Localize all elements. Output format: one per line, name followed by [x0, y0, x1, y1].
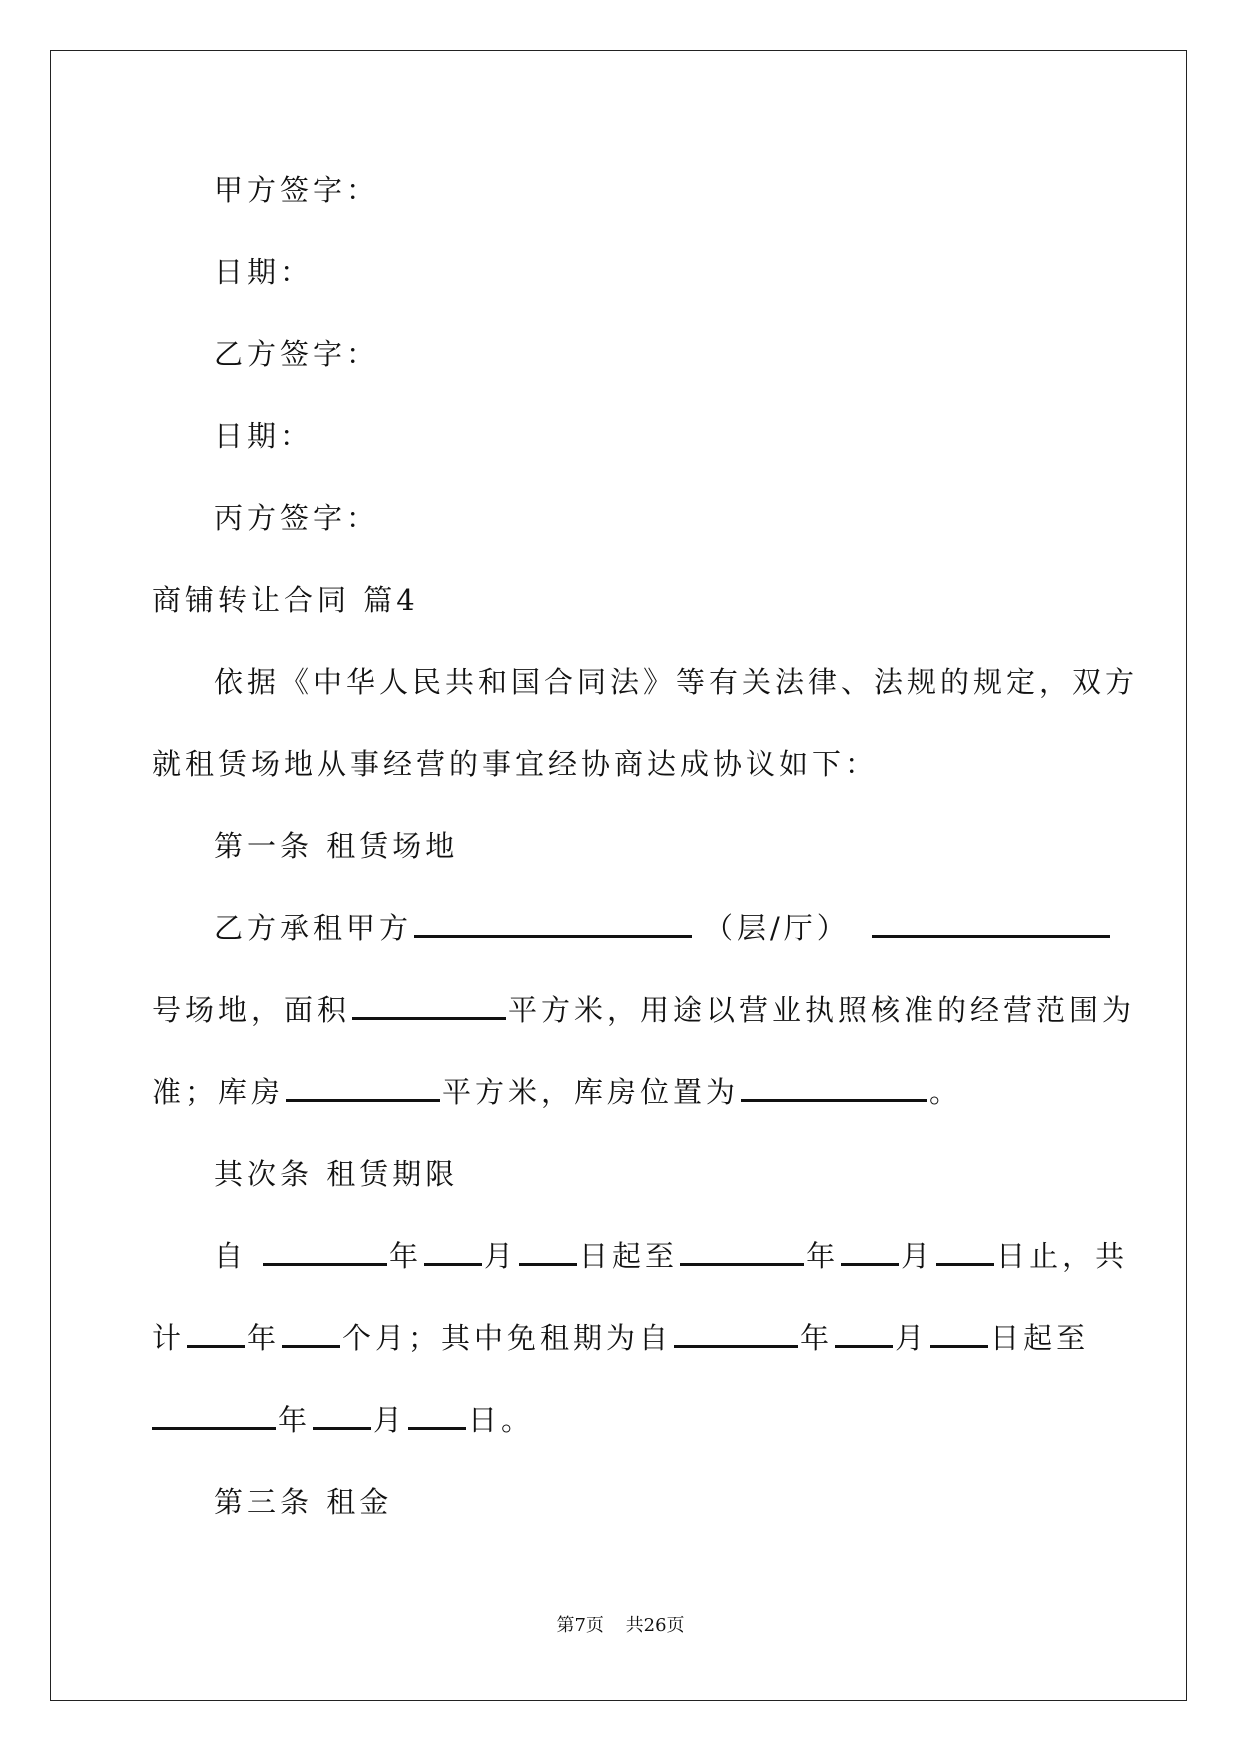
- article-2-text: 个月；其中免租期为自: [342, 1321, 673, 1355]
- fill-blank-site-number[interactable]: [872, 935, 1110, 938]
- article-1-text: （层/厅）: [704, 911, 850, 945]
- article-2-text: 日起至: [990, 1321, 1090, 1355]
- article-2-heading: 其次条 租赁期限: [214, 1157, 459, 1191]
- article-2-text: 月: [484, 1239, 518, 1273]
- page-footer: [0, 1617, 1241, 1635]
- article-1-heading: 第一条 租赁场地: [214, 829, 459, 863]
- intro-line-1: 依据《中华人民共和国合同法》等有关法律、法规的规定，双方: [214, 665, 1139, 699]
- article-2-text: 计: [152, 1321, 186, 1355]
- article-1-text: 乙方承租甲方: [214, 911, 413, 945]
- total-pages: 共26页: [625, 1615, 685, 1636]
- fill-blank-free-start-year[interactable]: [674, 1345, 798, 1348]
- article-1-text: 准；库房: [152, 1075, 285, 1109]
- article-2-text: 月: [895, 1321, 929, 1355]
- fill-blank-free-end-year[interactable]: [152, 1427, 276, 1430]
- fill-blank-end-year[interactable]: [680, 1263, 804, 1266]
- article-2-text: 年: [247, 1321, 281, 1355]
- fill-blank-start-year[interactable]: [263, 1263, 387, 1266]
- article-1-line-2: [152, 993, 1136, 1027]
- page-number: 第7页: [556, 1615, 604, 1636]
- fill-blank-end-month[interactable]: [841, 1263, 899, 1266]
- fill-blank-start-month[interactable]: [424, 1263, 482, 1266]
- article-1-line-1: [214, 911, 1112, 945]
- date-label-1: 日期：: [214, 255, 314, 289]
- article-2-text: 月: [373, 1403, 407, 1437]
- article-1-line-3: [152, 1075, 963, 1109]
- article-2-text: 日起至: [579, 1239, 679, 1273]
- fill-blank-free-start-month[interactable]: [835, 1345, 893, 1348]
- article-2-line-1: [214, 1239, 1129, 1273]
- fill-blank-end-day[interactable]: [936, 1263, 994, 1266]
- intro-line-2: 就租赁场地从事经营的事宜经协商达成协议如下：: [152, 747, 879, 781]
- date-label-2: 日期：: [214, 419, 314, 453]
- fill-blank-free-end-day[interactable]: [408, 1427, 466, 1430]
- page-border: [50, 50, 1187, 1701]
- article-1-text: 号场地，面积: [152, 993, 351, 1027]
- article-2-line-2: [152, 1321, 1090, 1355]
- party-a-signature-label: 甲方签字：: [214, 173, 380, 207]
- fill-blank-warehouse-area[interactable]: [286, 1099, 440, 1102]
- fill-blank-months[interactable]: [282, 1345, 340, 1348]
- article-2-text: 日。: [468, 1403, 535, 1437]
- article-2-text: 年: [800, 1321, 834, 1355]
- article-1-text: 。: [929, 1075, 963, 1109]
- fill-blank-warehouse-location[interactable]: [741, 1099, 927, 1102]
- article-2-text: 年: [806, 1239, 840, 1273]
- article-2-text: 自: [214, 1239, 248, 1273]
- fill-blank-free-start-day[interactable]: [930, 1345, 988, 1348]
- article-1-text: 平方米，库房位置为: [442, 1075, 740, 1109]
- article-2-text: 年: [389, 1239, 423, 1273]
- article-3-heading: 第三条 租金: [214, 1485, 393, 1519]
- article-2-text: 月: [901, 1239, 935, 1273]
- party-b-signature-label: 乙方签字：: [214, 337, 380, 371]
- fill-blank-start-day[interactable]: [519, 1263, 577, 1266]
- fill-blank-years[interactable]: [187, 1345, 245, 1348]
- article-1-text: 平方米，用途以营业执照核准的经营范围为: [508, 993, 1136, 1027]
- fill-blank-floor[interactable]: [414, 935, 692, 938]
- party-c-signature-label: 丙方签字：: [214, 501, 380, 535]
- article-2-text: 年: [278, 1403, 312, 1437]
- article-2-line-3: [152, 1403, 535, 1437]
- fill-blank-area[interactable]: [352, 1017, 506, 1020]
- section-title: 商铺转让合同 篇4: [152, 583, 419, 617]
- fill-blank-free-end-month[interactable]: [313, 1427, 371, 1430]
- article-2-text: 日止，共: [996, 1239, 1129, 1273]
